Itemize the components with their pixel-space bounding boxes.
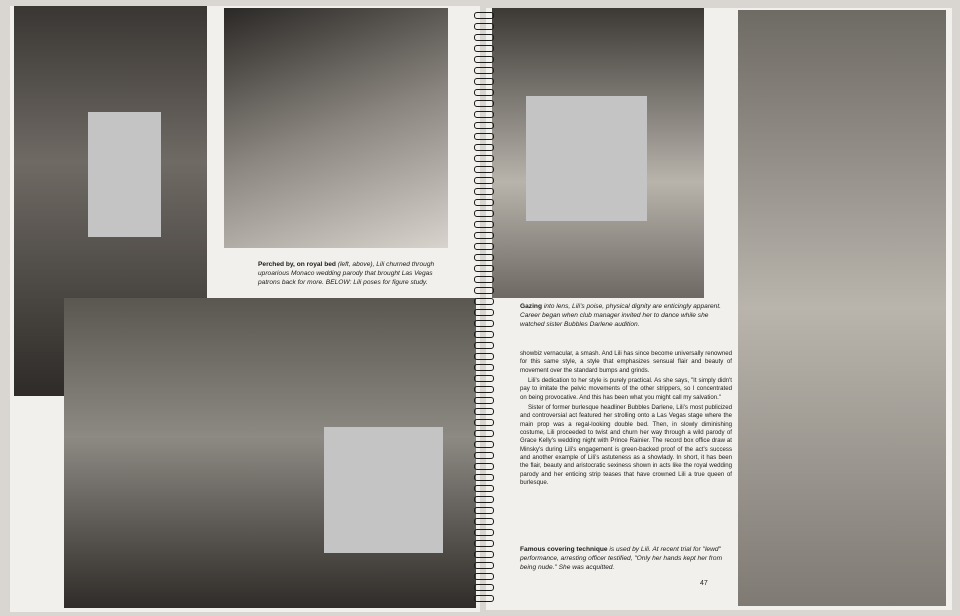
spiral-coil <box>474 265 494 272</box>
spiral-coil <box>474 551 494 558</box>
caption-lead: Perched by, on royal bed <box>258 261 336 268</box>
spiral-coil <box>474 463 494 470</box>
spiral-coil <box>474 386 494 393</box>
spiral-coil <box>474 45 494 52</box>
caption-body: is used by Lili. At recent trial for "lewd" performance, arresting officer testified, "Only her hands kept her from being nude." She was acquitted. <box>520 546 723 571</box>
spiral-coil <box>474 188 494 195</box>
spiral-coil <box>474 34 494 41</box>
spiral-coil <box>474 485 494 492</box>
spiral-binding <box>472 10 494 610</box>
spiral-coil <box>474 375 494 382</box>
spiral-coil <box>474 397 494 404</box>
spiral-coil <box>474 540 494 547</box>
caption-royal-bed <box>258 260 452 287</box>
spiral-coil <box>474 507 494 514</box>
spiral-coil <box>474 210 494 217</box>
spiral-coil <box>474 232 494 239</box>
page-number: 47 <box>700 580 708 587</box>
spiral-coil <box>474 243 494 250</box>
spiral-coil <box>474 111 494 118</box>
spiral-coil <box>474 430 494 437</box>
spiral-coil <box>474 287 494 294</box>
censor-block <box>88 112 161 237</box>
spiral-coil <box>474 199 494 206</box>
spiral-coil <box>474 177 494 184</box>
photo-cherub-statue <box>224 8 448 248</box>
caption-lead: Gazing <box>520 303 542 310</box>
spiral-coil <box>474 254 494 261</box>
spiral-coil <box>474 221 494 228</box>
spiral-coil <box>474 562 494 569</box>
spiral-coil <box>474 573 494 580</box>
spiral-coil <box>474 56 494 63</box>
spiral-coil <box>474 529 494 536</box>
spiral-coil <box>474 584 494 591</box>
spiral-coil <box>474 342 494 349</box>
spiral-coil <box>474 133 494 140</box>
article-paragraph: Sister of former burlesque headliner Bubbles Darlene, Lili's most publicized and controversial act featured her strolling onto a Las Vegas stage where the main prop was a regal-looking double bed. Then, in slowly diminishing costume, Lili proceeded to twist and churn her way through a wild parody of Grace Kelly's wedding night with Prince Rainier. The record box office draw at Minsky's during Lili's engagement is green-backed proof of the act's success and another example of Lili's astuteness as a showlady. In short, it has been the flair, beauty and aristocratic sexiness shown in acts like the royal wedding parody and her enticing strip teases that have crowned Lili a true queen of burlesque. <box>520 404 732 487</box>
spiral-coil <box>474 100 494 107</box>
censor-block <box>324 427 443 553</box>
spiral-coil <box>474 474 494 481</box>
spiral-coil <box>474 78 494 85</box>
photo-covering-technique <box>738 10 946 606</box>
spiral-coil <box>474 144 494 151</box>
spiral-coil <box>474 320 494 327</box>
spiral-coil <box>474 298 494 305</box>
spiral-coil <box>474 89 494 96</box>
spiral-coil <box>474 331 494 338</box>
spiral-coil <box>474 166 494 173</box>
spiral-coil <box>474 452 494 459</box>
caption-body: (left, above), Lili churned through uproarious Monaco wedding parody that brought Las Vegas patrons back for more. BELOW: Lili poses for figure study. <box>258 261 435 286</box>
caption-body: into lens, Lili's poise, physical dignity are enticingly apparent. Career began when club manager invited her to dance while she watched sister Bubbles Darlene audition. <box>520 303 722 328</box>
article-body <box>520 350 732 490</box>
spiral-coil <box>474 419 494 426</box>
spiral-coil <box>474 276 494 283</box>
spiral-coil <box>474 364 494 371</box>
censor-block <box>526 96 647 221</box>
spiral-coil <box>474 67 494 74</box>
spiral-coil <box>474 155 494 162</box>
caption-lead: Famous covering technique <box>520 546 608 553</box>
caption-gazing <box>520 302 730 329</box>
spiral-coil <box>474 496 494 503</box>
spiral-coil <box>474 23 494 30</box>
spiral-coil <box>474 408 494 415</box>
caption-covering-technique <box>520 545 730 572</box>
spiral-coil <box>474 518 494 525</box>
article-paragraph: Lili's dedication to her style is purely practical. As she says, "It simply didn't pay to imitate the pelvic movements of the other strippers, so I concentrated on being provocative. And this has been what you might call my salvation." <box>520 377 732 401</box>
spiral-coil <box>474 122 494 129</box>
spiral-coil <box>474 12 494 19</box>
spiral-coil <box>474 441 494 448</box>
article-paragraph: showbiz vernacular, a smash. And Lili has since become universally renowned for this same style, a style that emphasizes sensual flair and beauty of movement over the standard bumps and grinds. <box>520 350 732 374</box>
spiral-coil <box>474 595 494 602</box>
spiral-coil <box>474 353 494 360</box>
spiral-coil <box>474 309 494 316</box>
